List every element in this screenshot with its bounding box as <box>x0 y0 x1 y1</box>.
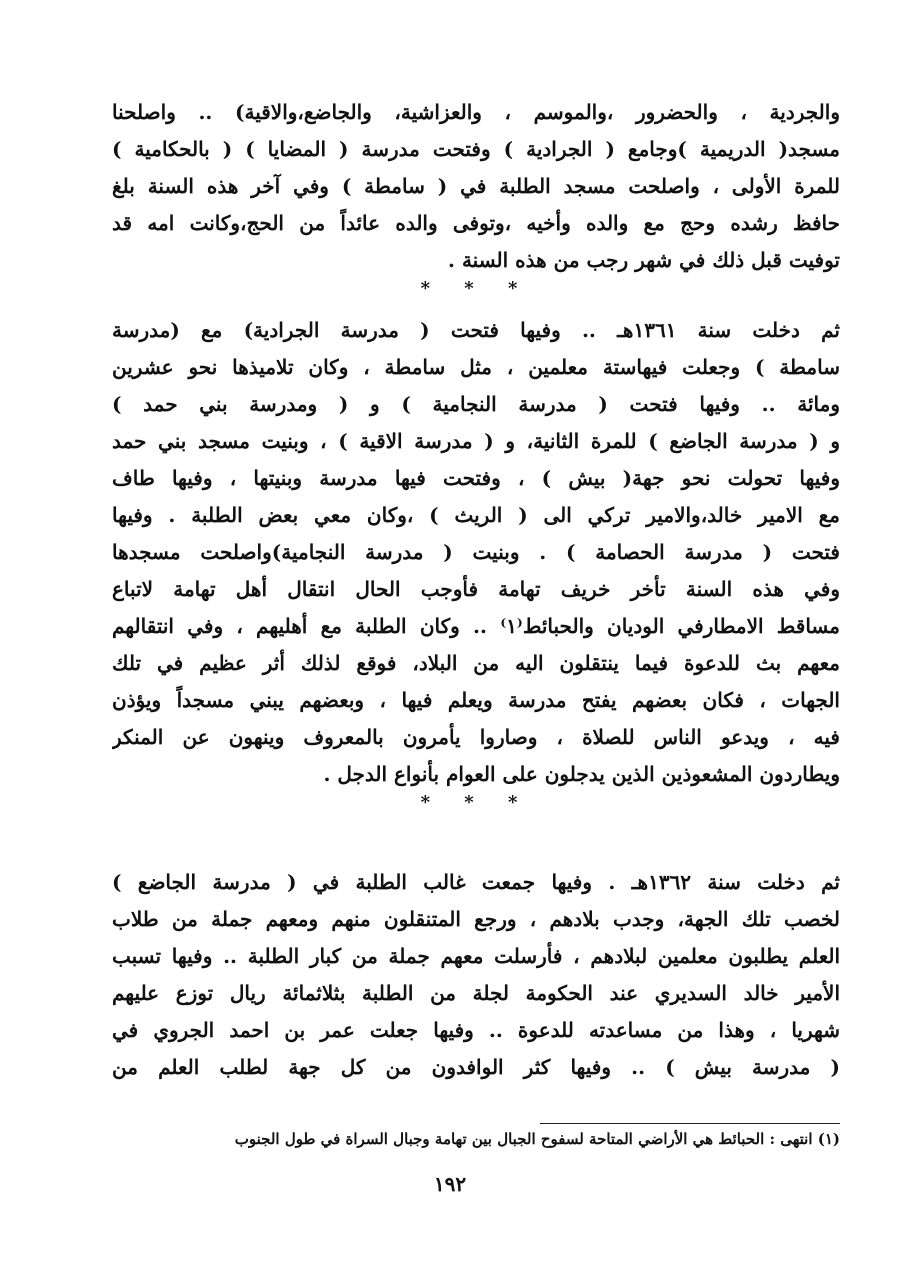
paragraph-1 <box>112 94 840 299</box>
text-line: لخصب تلك الجهة، وجدب بلادهم ، ورجع المتنقلون منهم ومعهم جملة من طلاب <box>112 907 840 931</box>
text-line: الأمير خالد السديري عند الحكومة لجلة من الطلبة بثلاثمائة ريال توزع عليهم <box>112 981 840 1005</box>
text-line: ومائة .. وفيها فتحت ( مدرسة النجامية ) و ( ومدرسة بني حمد ) <box>112 392 840 416</box>
text-line: حافظ رشده وحج مع والده وأخيه ،وتوفى والده عائداً من الحج،وكانت امه قد <box>112 211 840 235</box>
text-line: الجهات ، فكان بعضهم يفتح مدرسة ويعلم فيها ، وبعضهم يبني مسجداً ويؤذن <box>112 688 840 712</box>
paragraph-3 <box>112 864 840 1086</box>
text-line: العلم يطلبون معلمين لبلادهم ، فأرسلت معهم جملة من كبار الطلبة .. وفيها تسبب <box>112 944 840 968</box>
text-line: توفيت قبل ذلك في شهر رجب من هذه السنة . <box>448 248 840 272</box>
text-line: والجردية ، والحضرور ،والموسم ، والعزاشية، والجاضع،والاقية) .. واصلحنا <box>112 100 840 124</box>
text-line: ثم دخلت سنة ١٣٦٢هـ . وفيها جمعت غالب الطلبة في ( مدرسة الجاضع ) <box>112 870 840 894</box>
text-line: ( مدرسة بيش ) .. وفيها كثر الوافدون من كل جهة لطلب العلم من <box>112 1055 840 1079</box>
text-line: سامطة ) وجعلت فيهاستة معلمين ، مثل سامطة ، وكان تلاميذها نحو عشرين <box>112 355 840 379</box>
paragraph-2 <box>112 312 840 813</box>
section-separator: * * * <box>420 278 532 299</box>
text-line: مع الامير خالد،والامير تركي الى ( الريث ) ،وكان معي بعض الطلبة . وفيها <box>112 503 840 527</box>
text-line: معهم بث للدعوة فيما ينتقلون اليه من البلاد، فوقع لذلك أثر عظيم في تلك <box>112 651 840 675</box>
footnote-divider <box>540 1123 840 1124</box>
text-line: فيه ، ويدعو الناس للصلاة ، وصاروا يأمرون بالمعروف وينهون عن المنكر <box>112 725 840 749</box>
text-line: و ( مدرسة الجاضع ) للمرة الثانية، و ( مدرسة الاقية ) ، وبنيت مسجد بني حمد <box>112 429 840 453</box>
text-line: وفيها تحولت نحو جهة( بيش ) ، وفتحت فيها مدرسة وبنيتها ، وفيها طاف <box>112 466 840 490</box>
text-line: ثم دخلت سنة ١٣٦١هـ .. وفيها فتحت ( مدرسة الجرادية) مع (مدرسة <box>112 318 840 342</box>
page-number: ١٩٢ <box>433 1172 467 1196</box>
text-line: مساقط الامطارفي الوديان والحبائط⁽١⁾ .. وكان الطلبة مع أهليهم ، وفي انتقالهم <box>112 614 840 638</box>
section-separator: * * * <box>420 792 532 813</box>
text-line: شهريا ، وهذا من مساعدته للدعوة .. وفيها جعلت عمر بن احمد الجروي في <box>112 1018 840 1042</box>
text-line: للمرة الأولى ، واصلحت مسجد الطلبة في ( سامطة ) وفي آخر هذه السنة بلغ <box>112 174 840 198</box>
text-line: مسجد( الدريمية )وجامع ( الجرادية ) وفتحت مدرسة ( المضايا ) ( بالحكامية ) <box>112 137 840 161</box>
text-line: وفي هذه السنة تأخر خريف تهامة فأوجب الحال انتقال أهل تهامة لاتباع <box>112 577 840 601</box>
text-line: فتحت ( مدرسة الحصامة ) . وبنيت ( مدرسة النجامية)واصلحت مسجدها <box>112 540 840 564</box>
text-line: ويطاردون المشعوذين الذين يدجلون على العوام بأنواع الدجل . <box>323 762 840 786</box>
footnote: (١) انتهى : الحبائط هي الأراضي المتاحة لسفوح الجبال بين تهامة وجبال السراة في طول الجنوب <box>234 1130 840 1148</box>
